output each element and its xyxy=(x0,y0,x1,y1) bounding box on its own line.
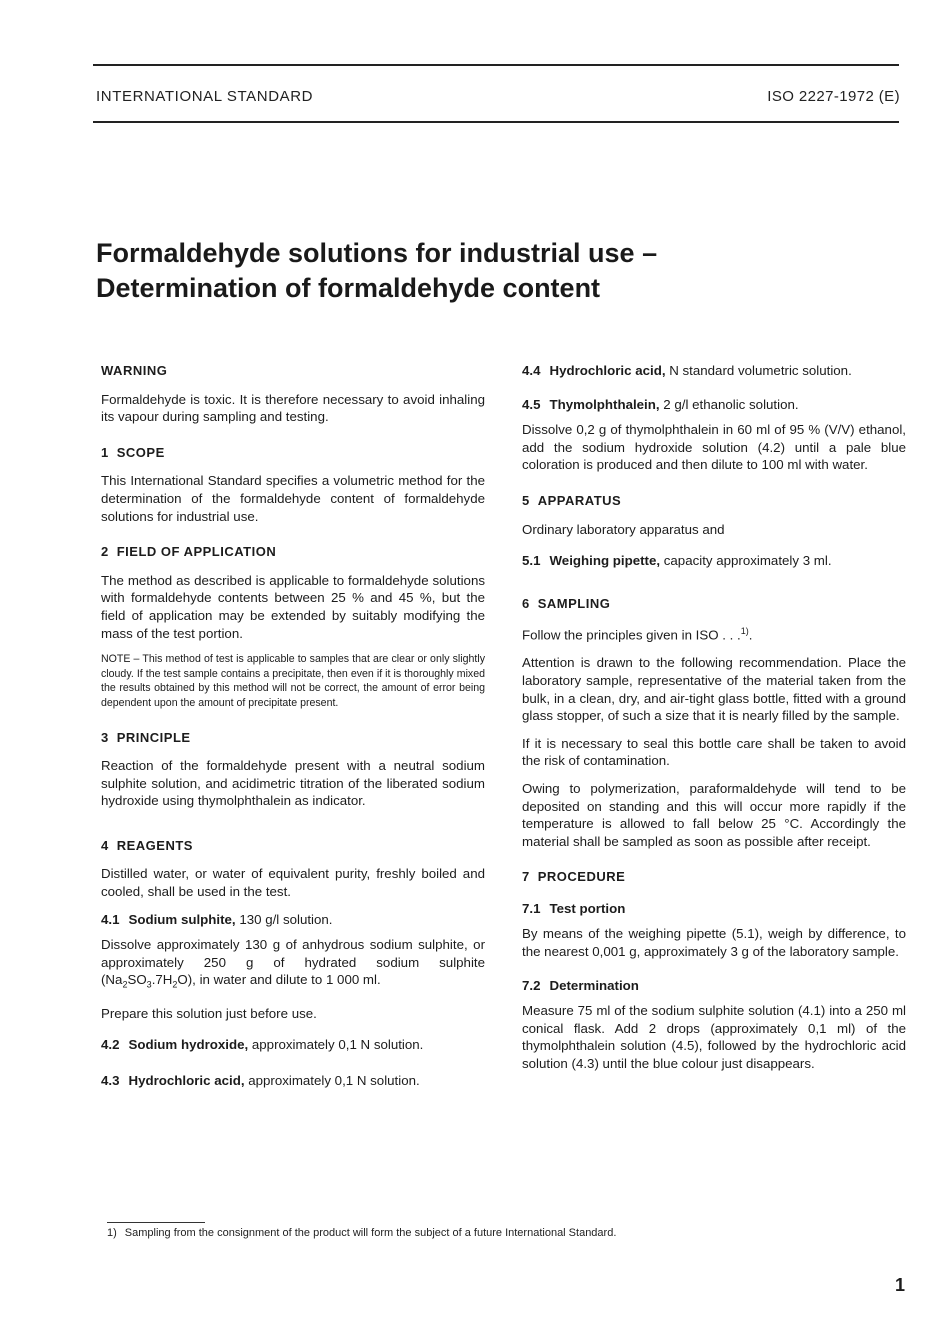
thymolphthalein-text: Dissolve 0,2 g of thymolphthalein in 60 ml of 95 % (V/V) ethanol, add the sodium hydroxide solution (4.2) until a pale blue coloration is produced and then dilute to 100 ml with water. xyxy=(522,422,906,473)
reagents-text: Distilled water, or water of equivalent purity, freshly boiled and cooled, shall be used in the test. xyxy=(101,866,485,900)
page-number: 1 xyxy=(894,1275,905,1295)
section-title: REAGENTS xyxy=(116,837,193,853)
subsection-title: Hydrochloric acid, xyxy=(549,363,666,378)
field-of-application-heading xyxy=(101,543,485,561)
section-title: SAMPLING xyxy=(537,595,611,611)
subsection-4-2-heading xyxy=(101,1036,485,1054)
subsection-4-3-heading xyxy=(101,1072,485,1090)
subsection-number: 4.2 xyxy=(101,1037,120,1053)
scope-heading xyxy=(101,444,485,462)
section-number: 2 xyxy=(101,544,109,560)
subsection-number: 4.4 xyxy=(522,363,541,378)
subsection-number: 4.3 xyxy=(101,1072,120,1088)
footnote-ref: 1) xyxy=(740,626,749,637)
test-portion-text: By means of the weighing pipette (5.1), weigh by difference, to the nearest 0,001 g, approximately 3 g of the laboratory sample. xyxy=(522,926,906,960)
footnote xyxy=(107,1227,616,1239)
left-column xyxy=(101,362,485,1097)
subsection-rest: N standard volumetric solution. xyxy=(669,363,852,378)
section-title: SCOPE xyxy=(116,444,165,460)
subsection-number: 5.1 xyxy=(522,553,541,569)
section-number: 4 xyxy=(101,837,109,853)
footnote-rule xyxy=(107,1222,205,1223)
subsection-rest: 130 g/l solution. xyxy=(239,911,333,927)
subsection-7-2-heading xyxy=(522,977,906,995)
subsection-number: 4.1 xyxy=(101,911,120,927)
principle-text: Reaction of the formaldehyde present with a neutral sodium sulphite solution, and acidimetric titration of the liberated sodium hydroxide using thymolphthalein as indicator. xyxy=(101,758,485,809)
procedure-heading xyxy=(522,868,906,886)
subsection-4-4-heading xyxy=(522,362,906,380)
sampling-text-1: Follow the principles given in ISO . . .$^{1)}$. xyxy=(522,626,753,643)
subsection-rest: 2 g/l ethanolic solution. xyxy=(663,396,799,412)
section-title: APPARATUS xyxy=(537,492,622,508)
principle-heading xyxy=(101,729,485,747)
footnote-text: Sampling from the consignment of the product will form the subject of a future International Standard. xyxy=(124,1227,617,1239)
subsection-number: 7.2 xyxy=(522,977,541,993)
section-number: 5 xyxy=(522,492,530,508)
subsection-title: Test portion xyxy=(549,900,626,916)
title-line-2: Determination of formaldehyde content xyxy=(96,273,601,303)
header-bottom-rule xyxy=(93,121,899,123)
sampling-text-4: Owing to polymerization, paraformaldehyde will tend to be deposited on standing and this will occur more rapidly if the temperature is allowed to fall below 25 °C. Accordingly the material shall be sampled as soon as possible after receipt. xyxy=(522,780,906,849)
sodium-sulphite-text: Dissolve approximately 130 g of anhydrous sodium sulphite, or approximately 250 g of hydrated sodium sulphite $(Na_2SO_3.7H_2O)$, in water and dilute to 1 000 ml. xyxy=(101,937,485,991)
subsection-number: 7.1 xyxy=(522,900,541,916)
subsection-5-1-heading xyxy=(522,552,906,570)
section-number: 1 xyxy=(101,444,109,460)
subsection-title: Hydrochloric acid, xyxy=(128,1072,245,1088)
section-number: 6 xyxy=(522,595,530,611)
apparatus-text: Ordinary laboratory apparatus and xyxy=(522,521,725,537)
section-title: FIELD OF APPLICATION xyxy=(116,544,277,560)
title-line-1: Formaldehyde solutions for industrial use – xyxy=(96,238,658,268)
subsection-title: Sodium hydroxide, xyxy=(128,1037,249,1053)
subsection-7-1-heading xyxy=(522,900,906,918)
reagents-heading xyxy=(101,837,485,855)
header-top-rule xyxy=(93,64,899,66)
subsection-rest: approximately 0,1 N solution. xyxy=(248,1072,420,1088)
section-title: PROCEDURE xyxy=(537,869,626,885)
determination-text: Measure 75 ml of the sodium sulphite solution (4.1) into a 250 ml conical flask. Add 2 drops (approximately 0,1 ml) of the thymolphthalein solution (4.5), followed by the hydrochloric acid solution (4.3) until the blue colour just disappears. xyxy=(522,1003,906,1072)
right-column xyxy=(522,362,906,1083)
subsection-number: 4.5 xyxy=(522,396,541,412)
field-of-application-text: The method as described is applicable to formaldehyde solutions with formaldehyde contents between 25 % and 45 %, but the field of application may be extended by suitably modifying the mass of the test portion. xyxy=(101,572,485,641)
sampling-text-3: If it is necessary to seal this bottle care shall be taken to avoid the risk of contamination. xyxy=(522,735,906,769)
scope-text: This International Standard specifies a volumetric method for the determination of the formaldehyde content of formaldehyde solutions for industrial use. xyxy=(101,473,485,524)
sampling-text-2: Attention is drawn to the following recommendation. Place the laboratory sample, representative of the material taken from the bulk, in a clean, dry, and air-tight glass bottle, fitted with a ground glass stopper, of such a size that it is nearly filled by the sample. xyxy=(522,655,906,724)
subsection-rest: approximately 0,1 N solution. xyxy=(251,1037,424,1053)
sampling-heading xyxy=(522,595,906,613)
subsection-title: Sodium sulphite, xyxy=(128,911,236,927)
apparatus-heading xyxy=(522,492,906,510)
subsection-title: Determination xyxy=(549,977,639,993)
subsection-title: Thymolphthalein, xyxy=(549,396,660,412)
subsection-4-1-heading xyxy=(101,911,485,929)
sodium-sulphite-prepare-text: Prepare this solution just before use. xyxy=(101,1005,317,1021)
field-of-application-note: NOTE – This method of test is applicable to samples that are clear or only slightly cloudy. If the test sample contains a precipitate, then even if it is thoroughly mixed the results obtained by this method will not be correct, the amount of error being dependent upon the amount of precipitate present. xyxy=(101,653,485,709)
subsection-title: Weighing pipette, xyxy=(549,553,661,569)
section-title: PRINCIPLE xyxy=(116,729,191,745)
section-number: 3 xyxy=(101,729,109,745)
header-standard-number: ISO 2227-1972 (E) xyxy=(767,88,900,105)
subsection-4-5-heading xyxy=(522,396,906,414)
header-standard-type: INTERNATIONAL STANDARD xyxy=(96,88,314,105)
subsection-rest: capacity approximately 3 ml. xyxy=(663,553,832,569)
document-title xyxy=(96,236,856,306)
footnote-number: 1) xyxy=(107,1227,117,1239)
section-number: 7 xyxy=(522,869,530,885)
warning-heading: WARNING xyxy=(101,363,168,378)
warning-text: Formaldehyde is toxic. It is therefore necessary to avoid inhaling its vapour during sampling and testing. xyxy=(101,391,485,425)
